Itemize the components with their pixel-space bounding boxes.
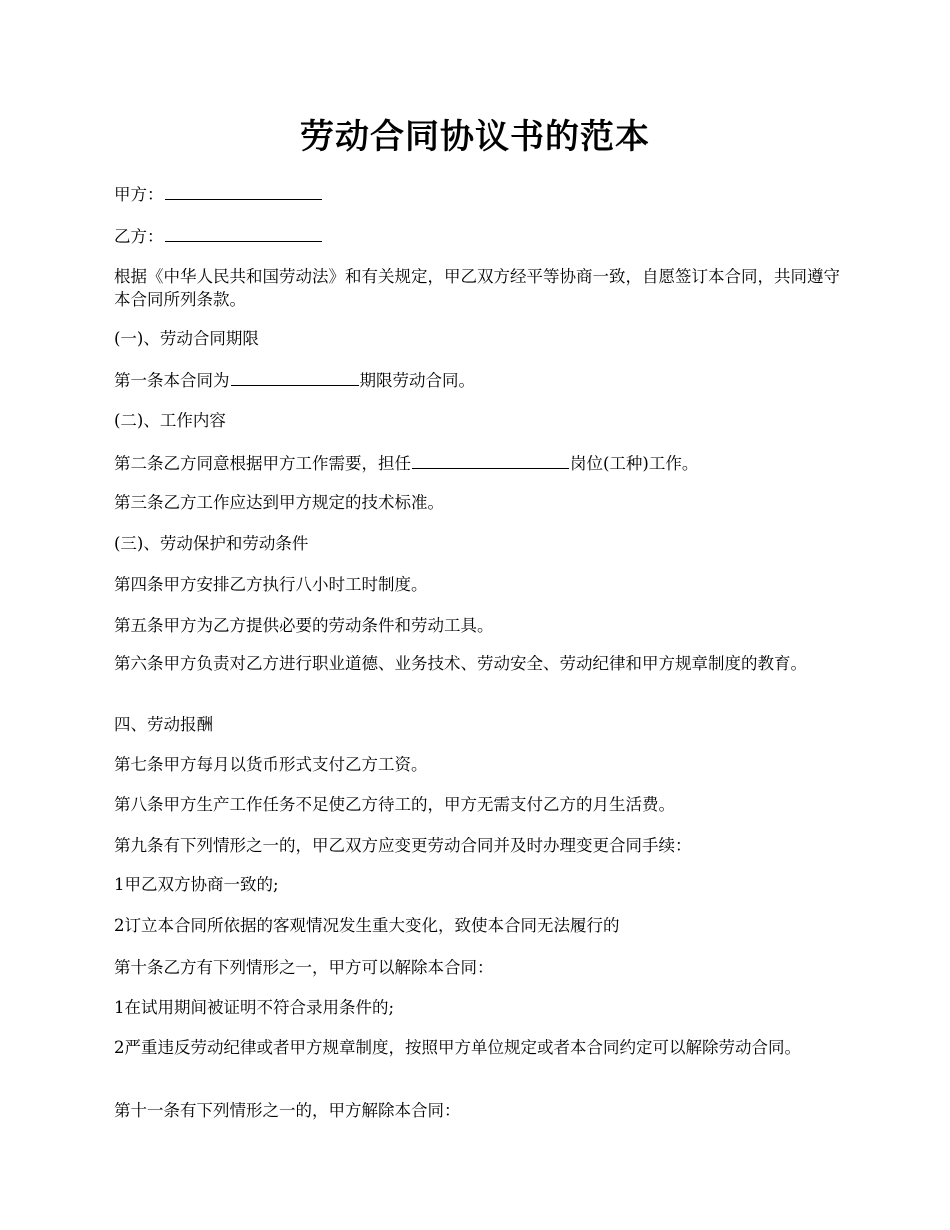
intro-paragraph: 根据《中华人民共和国劳动法》和有关规定，甲乙双方经平等协商一致，自愿签订本合同，共同遵守本合同所列条款。 [114,267,840,309]
article-2-blank [412,451,569,469]
article-1 [114,368,844,392]
article-10-item-2: 2严重违反劳动纪律或者甲方规章制度，按照甲方单位规定或者本合同约定可以解除劳动合同。 [114,1038,801,1057]
article-7: 第七条甲方每月以货币形式支付乙方工资。 [114,755,428,774]
party-b-blank [165,224,322,242]
article-9: 第九条有下列情形之一的，甲乙双方应变更劳动合同并及时办理变更合同手续： [114,836,692,855]
article-1-pre: 第一条本合同为 [114,371,230,390]
article-2 [114,451,844,475]
section-1-heading: (一)、劳动合同期限 [114,329,259,348]
article-4: 第四条甲方安排乙方执行八小时工时制度。 [114,575,428,594]
section-4-heading: 四、劳动报酬 [114,715,213,734]
article-2-pre: 第二条乙方同意根据甲方工作需要，担任 [114,454,411,473]
party-a-blank [165,182,322,200]
article-6: 第六条甲方负责对乙方进行职业道德、业务技术、劳动安全、劳动纪律和甲方规章制度的教育。 [114,654,807,673]
party-a-label: 甲方： [114,185,164,204]
section-2-heading: (二)、工作内容 [114,411,226,430]
article-3: 第三条乙方工作应达到甲方规定的技术标准。 [114,493,444,512]
article-11: 第十一条有下列情形之一的，甲方解除本合同： [114,1101,461,1120]
article-8: 第八条甲方生产工作任务不足使乙方待工的，甲方无需支付乙方的月生活费。 [114,795,675,814]
article-1-blank [231,368,359,386]
article-9-item-1: 1甲乙双方协商一致的; [114,875,279,894]
article-9-item-2: 2订立本合同所依据的客观情况发生重大变化，致使本合同无法履行的 [114,916,620,935]
party-b-label: 乙方： [114,227,164,246]
article-1-post: 期限劳动合同。 [359,371,475,390]
article-2-post: 岗位(工种)工作。 [570,454,699,473]
article-10-item-1: 1在试用期间被证明不符合录用条件的; [114,998,395,1017]
section-3-heading: (三)、劳动保护和劳动条件 [114,534,309,553]
party-b-line [114,224,844,248]
party-a-line [114,182,844,206]
document-title: 劳动合同协议书的范本 [300,117,650,157]
article-10: 第十条乙方有下列情形之一，甲方可以解除本合同： [114,958,494,977]
article-5: 第五条甲方为乙方提供必要的劳动条件和劳动工具。 [114,616,494,635]
